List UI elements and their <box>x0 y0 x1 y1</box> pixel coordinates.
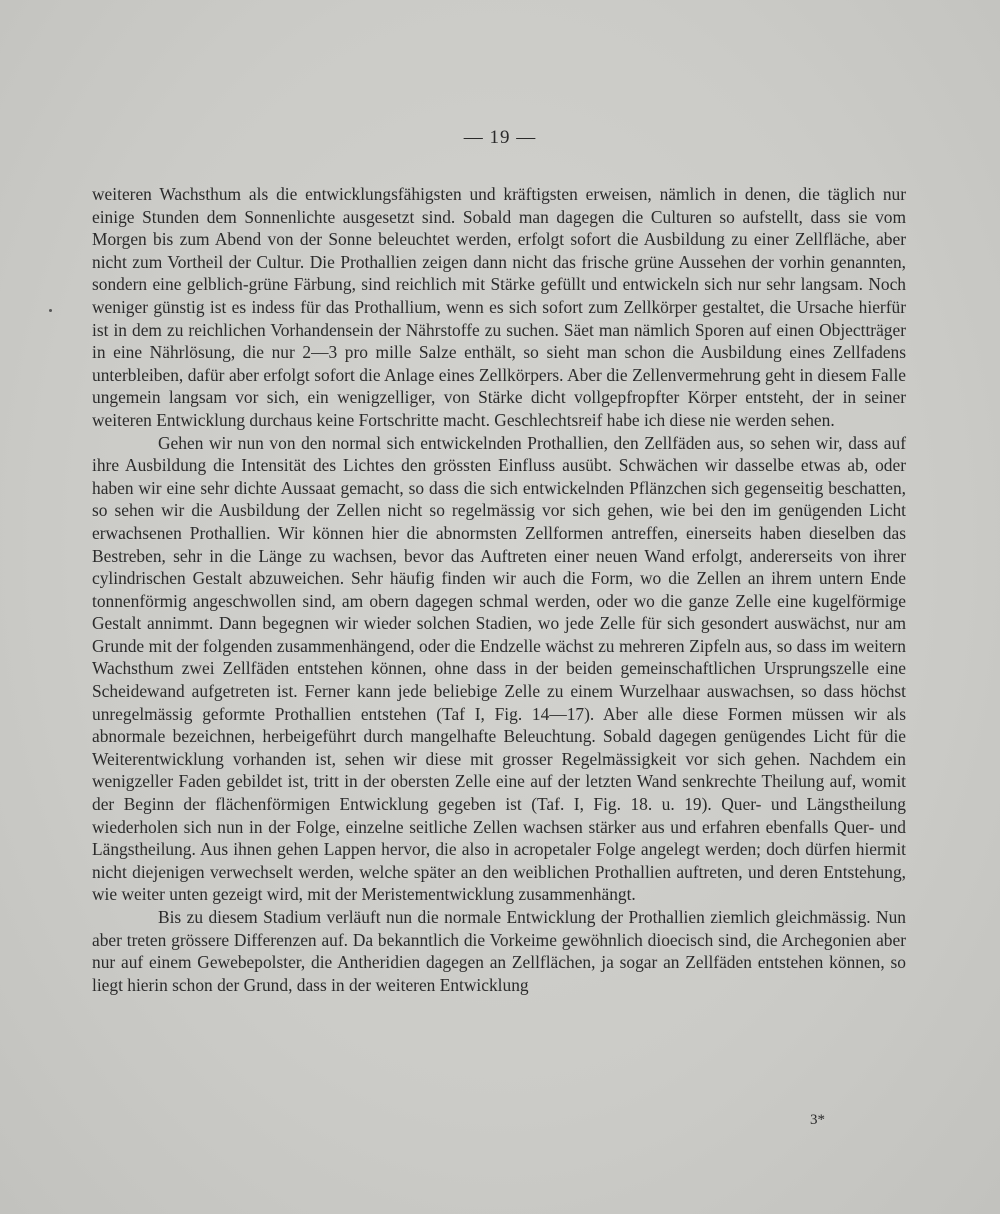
paragraph-3: Bis zu diesem Stadium verläuft nun die normale Entwicklung der Prothallien ziemlich gleichmässig. Nun aber treten grössere Differenzen auf. Da bekanntlich die Vorkeime gewöhnlich dioecisch sind, die Archegonien aber nur auf einem Gewebepolster, die Antheridien dagegen an Zellflächen, ja sogar an Zellfäden entstehen können, so liegt hierin schon der Grund, dass in der weiteren Entwicklung <box>92 907 906 995</box>
body-text <box>92 183 906 996</box>
signature-mark: 3* <box>810 1112 825 1128</box>
page-number: — 19 — <box>463 127 537 148</box>
paragraph-2: Gehen wir nun von den normal sich entwickelnden Prothallien, den Zellfäden aus, so sehen wir, dass auf ihre Ausbildung die Intensität des Lichtes den grössten Einfluss ausübt. Schwächen wir dasselbe etwas ab, oder haben wir eine sehr dichte Aussaat gemacht, so dass die sich entwickelnden Pflänzchen sich gegenseitig beschatten, so sehen wir die Ausbildung der Zellen nicht so regelmässig vor sich gehen, wie bei den im genügenden Licht erwachsenen Prothallien. Wir können hier die abnormsten Zellformen antreffen, einerseits haben dieselben das Bestreben, sehr in die Länge zu wachsen, bevor das Auftreten einer neuen Wand erfolgt, andererseits von ihrer cylindrischen Gestalt abzuweichen. Sehr häufig finden wir auch die Form, wo die Zellen an ihrem untern Ende tonnenförmig angeschwollen sind, am obern dagegen schmal werden, oder wo die ganze Zelle eine kugelförmige Gestalt annimmt. Dann begegnen wir wieder solchen Stadien, wo jede Zelle für sich gesondert auswächst, nur am Grunde mit der folgenden zusammenhängend, oder die Endzelle wächst zu mehreren Zipfeln aus, so dass im weitern Wachsthum zwei Zellfäden entstehen können, ohne dass in der beiden gemeinschaftlichen Ursprungszelle eine Scheidewand aufgetreten ist. Ferner kann jede beliebige Zelle zu einem Wurzelhaar auswachsen, so dass höchst unregelmässig geformte Prothallien entstehen (Taf I, Fig. 14—17). Aber alle diese Formen müssen wir als abnormale bezeichnen, herbeigeführt durch mangelhafte Beleuchtung. Sobald dagegen genügendes Licht für die Weiterentwicklung vorhanden ist, sehen wir diese mit grosser Regelmässigkeit vor sich gehen. Nachdem ein wenigzeller Faden gebildet ist, tritt in der obersten Zelle eine auf der letzten Wand senkrechte Theilung auf, womit der Beginn der flächenförmigen Entwicklung gegeben ist (Taf. I, Fig. 18. u. 19). Quer- und Längstheilung wiederholen sich nun in der Folge, einzelne seitliche Zellen wachsen stärker aus und erfahren ebenfalls Quer- und Längstheilung. Aus ihnen gehen Lappen hervor, die also in acropetaler Folge angelegt werden; doch dürfen hiermit nicht diejenigen verwechselt werden, welche später an den weiblichen Prothallien auftreten, und deren Entstehung, wie weiter unten gezeigt wird, mit der Meristementwicklung zusammenhängt. <box>92 432 906 905</box>
paragraph-1: weiteren Wachsthum als die entwicklungsfähigsten und kräftigsten erweisen, nämlich in denen, die täglich nur einige Stunden dem Sonnenlichte ausgesetzt sind. Sobald man dagegen die Culturen so aufstellt, dass sie vom Morgen bis zum Abend von der Sonne beleuchtet werden, erfolgt sofort die Ausbildung zu einer Zellfläche, aber nicht zum Vortheil der Cultur. Die Prothallien zeigen dann nicht das frische grüne Aussehen der vorhin genannten, sondern eine gelblich-grüne Färbung, sind reichlich mit Stärke gefüllt und entwickeln sich nur sehr langsam. Noch weniger günstig ist es indess für das Prothallium, wenn es sich sofort zum Zellkörper gestaltet, die Ursache hierfür ist in dem zu reichlichen Vorhandensein der Nährstoffe zu suchen. Säet man nämlich Sporen auf einen Objectträger in eine Nährlösung, die nur 2—3 pro mille Salze enthält, so sieht man schon die Ausbildung eines Zellfadens unterbleiben, dafür aber erfolgt sofort die Anlage eines Zellkörpers. Aber die Zellenvermehrung geht in diesem Falle ungemein langsam vor sich, ein wenigzelliger, von Stärke dicht vollgepfropfter Körper entsteht, der in seiner weiteren Entwicklung durchaus keine Fortschritte macht. Geschlechtsreif habe ich diese nie werden sehen. <box>92 184 906 430</box>
margin-speck <box>49 309 52 312</box>
